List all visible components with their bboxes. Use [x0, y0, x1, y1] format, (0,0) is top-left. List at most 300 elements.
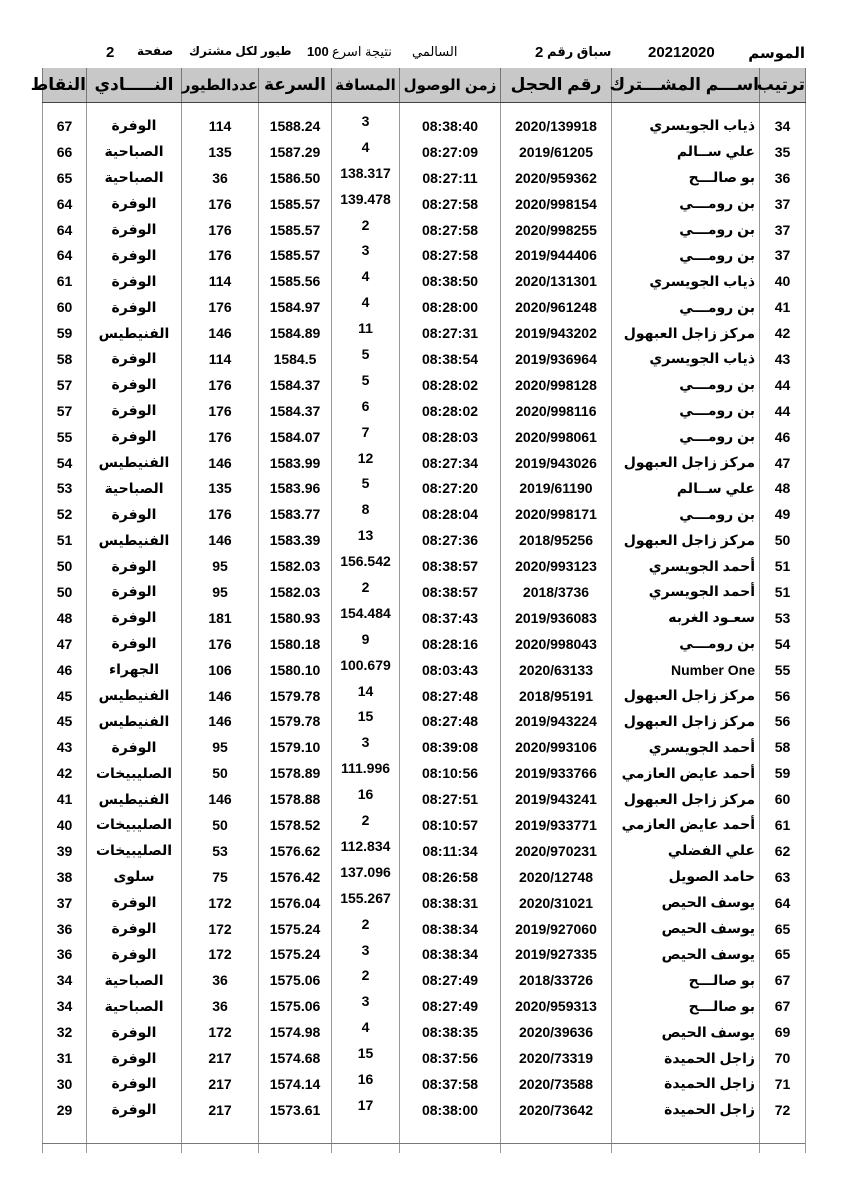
cell-birds: 172 [182, 942, 259, 968]
results-table [30, 68, 806, 1153]
cell-name: يوسف الحيص [612, 890, 760, 916]
table-row [43, 268, 806, 294]
empty-cell [400, 1123, 501, 1153]
cell-distance: 3 [332, 242, 400, 268]
cell-ring: 2020/73642 [501, 1097, 612, 1123]
cell-name: أحمد الجويسري [612, 553, 760, 579]
cell-name: بن رومـــي [612, 294, 760, 320]
cell-distance: 5 [332, 372, 400, 398]
cell-club: سلوى [87, 864, 182, 890]
cell-time: 08:28:00 [400, 294, 501, 320]
cell-points: 64 [43, 242, 87, 268]
cell-distance: 155.267 [332, 890, 400, 916]
cell-rank: 43 [760, 346, 806, 372]
table-row [43, 760, 806, 786]
cell-time: 08:10:57 [400, 812, 501, 838]
cell-points: 36 [43, 916, 87, 942]
cell-name: ذياب الجويسري [612, 346, 760, 372]
cell-points: 41 [43, 786, 87, 812]
cell-birds: 176 [182, 217, 259, 243]
cell-birds: 172 [182, 916, 259, 942]
cell-speed: 1579.78 [259, 683, 332, 709]
cell-speed: 1580.18 [259, 631, 332, 657]
cell-rank: 59 [760, 760, 806, 786]
page-number: 2 [106, 44, 115, 61]
cell-birds: 95 [182, 734, 259, 760]
table-row [43, 450, 806, 476]
table-row [43, 320, 806, 346]
cell-ring: 2019/943026 [501, 450, 612, 476]
cell-birds: 176 [182, 242, 259, 268]
cell-name: مركز زاجل العبهول [612, 450, 760, 476]
cell-points: 61 [43, 268, 87, 294]
race-location: السالمي [412, 44, 458, 59]
cell-name: بن رومـــي [612, 217, 760, 243]
cell-club: الوفرة [87, 424, 182, 450]
cell-club: الوفرة [87, 346, 182, 372]
cell-ring: 2020/993123 [501, 553, 612, 579]
cell-birds: 172 [182, 890, 259, 916]
cell-speed: 1588.24 [259, 103, 332, 139]
table-row [43, 165, 806, 191]
cell-time: 08:38:57 [400, 579, 501, 605]
table-row [43, 657, 806, 683]
cell-time: 08:39:08 [400, 734, 501, 760]
cell-time: 08:11:34 [400, 838, 501, 864]
cell-points: 39 [43, 838, 87, 864]
cell-birds: 135 [182, 475, 259, 501]
cell-points: 57 [43, 398, 87, 424]
cell-ring: 2019/943202 [501, 320, 612, 346]
table-row [43, 812, 806, 838]
cell-name: يوسف الحيص [612, 1019, 760, 1045]
cell-speed: 1584.89 [259, 320, 332, 346]
page-label: صفحة [137, 44, 174, 58]
cell-distance: 112.834 [332, 838, 400, 864]
cell-speed: 1576.04 [259, 890, 332, 916]
cell-rank: 64 [760, 890, 806, 916]
race-number: 2 [535, 44, 544, 61]
cell-ring: 2019/61205 [501, 139, 612, 165]
cell-distance: 4 [332, 268, 400, 294]
cell-birds: 146 [182, 786, 259, 812]
cell-distance: 3 [332, 942, 400, 968]
cell-birds: 146 [182, 527, 259, 553]
cell-name: زاجل الحميدة [612, 1045, 760, 1071]
cell-time: 08:38:00 [400, 1097, 501, 1123]
cell-birds: 217 [182, 1045, 259, 1071]
cell-time: 08:38:34 [400, 916, 501, 942]
cell-time: 08:27:36 [400, 527, 501, 553]
cell-speed: 1580.93 [259, 605, 332, 631]
cell-rank: 49 [760, 501, 806, 527]
cell-time: 08:28:02 [400, 398, 501, 424]
cell-name: بن رومـــي [612, 191, 760, 217]
table-row [43, 103, 806, 139]
cell-birds: 181 [182, 605, 259, 631]
cell-club: الوفرة [87, 1071, 182, 1097]
cell-rank: 70 [760, 1045, 806, 1071]
cell-distance: 14 [332, 683, 400, 709]
cell-points: 50 [43, 553, 87, 579]
cell-club: الصباحية [87, 993, 182, 1019]
col-distance-header: المسافة [332, 68, 400, 103]
cell-rank: 37 [760, 191, 806, 217]
cell-points: 46 [43, 657, 87, 683]
cell-name: أحمد الجويسري [612, 579, 760, 605]
cell-ring: 2020/961248 [501, 294, 612, 320]
cell-distance: 5 [332, 475, 400, 501]
bird-count: 100 [307, 44, 329, 59]
table-row [43, 942, 806, 968]
col-points-header: النقاط [43, 68, 87, 103]
cell-distance: 100.679 [332, 657, 400, 683]
cell-name: بو صالـــح [612, 993, 760, 1019]
table-bottom-border [42, 1143, 805, 1144]
cell-distance: 4 [332, 1019, 400, 1045]
cell-points: 64 [43, 191, 87, 217]
cell-distance: 111.996 [332, 760, 400, 786]
table-row [43, 605, 806, 631]
cell-birds: 36 [182, 165, 259, 191]
cell-club: الوفرة [87, 605, 182, 631]
cell-club: الصباحية [87, 475, 182, 501]
cell-speed: 1576.62 [259, 838, 332, 864]
cell-time: 08:28:03 [400, 424, 501, 450]
table-row [43, 683, 806, 709]
empty-cell [332, 1123, 400, 1153]
cell-name: زاجل الحميدة [612, 1097, 760, 1123]
table-row [43, 424, 806, 450]
cell-points: 34 [43, 993, 87, 1019]
birds-per-participant-label: طيور لكل مشترك [189, 44, 292, 58]
cell-ring: 2020/31021 [501, 890, 612, 916]
cell-time: 08:27:48 [400, 683, 501, 709]
cell-distance: 13 [332, 527, 400, 553]
cell-club: الصليبيخات [87, 838, 182, 864]
season-label: الموسم [748, 45, 805, 62]
cell-name: زاجل الحميدة [612, 1071, 760, 1097]
cell-birds: 176 [182, 372, 259, 398]
cell-points: 32 [43, 1019, 87, 1045]
cell-name: أحمد الجويسري [612, 734, 760, 760]
cell-rank: 35 [760, 139, 806, 165]
cell-speed: 1584.37 [259, 372, 332, 398]
cell-birds: 176 [182, 398, 259, 424]
cell-points: 65 [43, 165, 87, 191]
cell-club: الوفرة [87, 103, 182, 139]
cell-ring: 2018/95191 [501, 683, 612, 709]
cell-points: 36 [43, 942, 87, 968]
cell-club: الفنيطيس [87, 527, 182, 553]
cell-name: حامد الصويل [612, 864, 760, 890]
cell-club: الوفرة [87, 942, 182, 968]
cell-birds: 114 [182, 103, 259, 139]
cell-distance: 2 [332, 812, 400, 838]
cell-points: 48 [43, 605, 87, 631]
cell-ring: 2018/3736 [501, 579, 612, 605]
cell-birds: 135 [182, 139, 259, 165]
col-ring-header: رقم الحجل [501, 68, 612, 103]
empty-cell [43, 1123, 87, 1153]
cell-ring: 2020/12748 [501, 864, 612, 890]
cell-time: 08:27:20 [400, 475, 501, 501]
cell-birds: 36 [182, 967, 259, 993]
cell-club: الفنيطيس [87, 320, 182, 346]
cell-ring: 2020/959313 [501, 993, 612, 1019]
table-row [43, 993, 806, 1019]
cell-club: الوفرة [87, 553, 182, 579]
cell-club: الوفرة [87, 501, 182, 527]
cell-speed: 1584.07 [259, 424, 332, 450]
cell-rank: 67 [760, 993, 806, 1019]
cell-rank: 67 [760, 967, 806, 993]
cell-points: 57 [43, 372, 87, 398]
cell-club: الوفرة [87, 631, 182, 657]
cell-time: 08:37:56 [400, 1045, 501, 1071]
cell-speed: 1585.56 [259, 268, 332, 294]
cell-points: 45 [43, 683, 87, 709]
cell-points: 37 [43, 890, 87, 916]
col-time-header: زمن الوصول [400, 68, 501, 103]
cell-ring: 2018/95256 [501, 527, 612, 553]
cell-distance: 138.317 [332, 165, 400, 191]
table-row [43, 1071, 806, 1097]
cell-distance: 16 [332, 786, 400, 812]
cell-rank: 71 [760, 1071, 806, 1097]
cell-speed: 1585.57 [259, 242, 332, 268]
cell-club: الوفرة [87, 916, 182, 942]
cell-distance: 12 [332, 450, 400, 476]
table-row [43, 838, 806, 864]
cell-ring: 2020/959362 [501, 165, 612, 191]
cell-rank: 37 [760, 217, 806, 243]
cell-club: الوفرة [87, 734, 182, 760]
cell-points: 34 [43, 967, 87, 993]
results-body [43, 103, 806, 1153]
cell-speed: 1580.10 [259, 657, 332, 683]
table-row [43, 346, 806, 372]
cell-points: 58 [43, 346, 87, 372]
cell-ring: 2019/944406 [501, 242, 612, 268]
cell-birds: 53 [182, 838, 259, 864]
cell-distance: 15 [332, 1045, 400, 1071]
cell-distance: 2 [332, 579, 400, 605]
cell-name: بن رومـــي [612, 424, 760, 450]
cell-time: 08:27:48 [400, 708, 501, 734]
cell-points: 59 [43, 320, 87, 346]
cell-rank: 51 [760, 579, 806, 605]
cell-name: بو صالـــح [612, 165, 760, 191]
cell-ring: 2020/63133 [501, 657, 612, 683]
cell-name: بن رومـــي [612, 501, 760, 527]
cell-name: سعـود الغربه [612, 605, 760, 631]
cell-rank: 72 [760, 1097, 806, 1123]
cell-club: الوفرة [87, 579, 182, 605]
table-row [43, 864, 806, 890]
cell-name: ذياب الجويسري [612, 103, 760, 139]
col-speed-header: السرعة [259, 68, 332, 103]
cell-time: 08:28:16 [400, 631, 501, 657]
cell-time: 08:27:31 [400, 320, 501, 346]
table-row [43, 1045, 806, 1071]
cell-birds: 106 [182, 657, 259, 683]
cell-birds: 217 [182, 1097, 259, 1123]
col-birds-header: عددالطيور [182, 68, 259, 103]
cell-distance: 16 [332, 1071, 400, 1097]
cell-distance: 4 [332, 294, 400, 320]
cell-distance: 8 [332, 501, 400, 527]
cell-rank: 55 [760, 657, 806, 683]
cell-time: 08:38:57 [400, 553, 501, 579]
table-row [43, 475, 806, 501]
cell-ring: 2020/998116 [501, 398, 612, 424]
cell-points: 30 [43, 1071, 87, 1097]
cell-ring: 2019/943241 [501, 786, 612, 812]
cell-rank: 46 [760, 424, 806, 450]
cell-rank: 62 [760, 838, 806, 864]
cell-distance: 3 [332, 734, 400, 760]
cell-points: 55 [43, 424, 87, 450]
table-row [43, 786, 806, 812]
cell-name: بن رومـــي [612, 631, 760, 657]
cell-speed: 1579.78 [259, 708, 332, 734]
table-row [43, 734, 806, 760]
empty-cell [87, 1123, 182, 1153]
cell-ring: 2020/998171 [501, 501, 612, 527]
race-label: سباق رقم [547, 44, 612, 59]
empty-cell [182, 1123, 259, 1153]
cell-rank: 65 [760, 916, 806, 942]
cell-speed: 1582.03 [259, 553, 332, 579]
table-row [43, 501, 806, 527]
cell-distance: 2 [332, 916, 400, 942]
cell-time: 08:28:02 [400, 372, 501, 398]
cell-ring: 2019/933766 [501, 760, 612, 786]
cell-distance: 137.096 [332, 864, 400, 890]
cell-ring: 2019/61190 [501, 475, 612, 501]
cell-speed: 1584.37 [259, 398, 332, 424]
cell-rank: 47 [760, 450, 806, 476]
cell-speed: 1583.77 [259, 501, 332, 527]
cell-club: الوفرة [87, 242, 182, 268]
cell-time: 08:27:09 [400, 139, 501, 165]
cell-club: الوفرة [87, 217, 182, 243]
cell-speed: 1583.96 [259, 475, 332, 501]
cell-distance: 6 [332, 398, 400, 424]
cell-points: 52 [43, 501, 87, 527]
cell-time: 08:38:50 [400, 268, 501, 294]
table-row [43, 294, 806, 320]
cell-rank: 44 [760, 398, 806, 424]
cell-ring: 2019/936964 [501, 346, 612, 372]
cell-distance: 11 [332, 320, 400, 346]
table-row [43, 242, 806, 268]
cell-rank: 37 [760, 242, 806, 268]
col-club-header: النـــــادي [87, 68, 182, 103]
cell-rank: 53 [760, 605, 806, 631]
empty-cell [760, 1123, 806, 1153]
cell-speed: 1576.42 [259, 864, 332, 890]
cell-name: علي ســالم [612, 139, 760, 165]
cell-rank: 50 [760, 527, 806, 553]
cell-birds: 146 [182, 320, 259, 346]
season-year: 20212020 [648, 44, 715, 61]
table-row [43, 398, 806, 424]
cell-time: 08:27:58 [400, 242, 501, 268]
cell-distance: 154.484 [332, 605, 400, 631]
cell-birds: 176 [182, 501, 259, 527]
cell-distance: 5 [332, 346, 400, 372]
cell-time: 08:38:54 [400, 346, 501, 372]
cell-ring: 2020/993106 [501, 734, 612, 760]
cell-name: بن رومـــي [612, 242, 760, 268]
cell-club: الصليبيخات [87, 812, 182, 838]
cell-distance: 2 [332, 217, 400, 243]
cell-club: الوفرة [87, 294, 182, 320]
cell-ring: 2020/998154 [501, 191, 612, 217]
cell-points: 64 [43, 217, 87, 243]
cell-time: 08:27:49 [400, 967, 501, 993]
cell-club: الفنيطيس [87, 683, 182, 709]
cell-name: بو صالـــح [612, 967, 760, 993]
cell-speed: 1574.68 [259, 1045, 332, 1071]
cell-rank: 69 [760, 1019, 806, 1045]
cell-speed: 1583.99 [259, 450, 332, 476]
empty-cell [501, 1123, 612, 1153]
cell-rank: 34 [760, 103, 806, 139]
col-name-header: اســـم المشـــترك [612, 68, 760, 103]
cell-ring: 2019/936083 [501, 605, 612, 631]
cell-ring: 2020/73319 [501, 1045, 612, 1071]
cell-points: 38 [43, 864, 87, 890]
cell-speed: 1575.24 [259, 916, 332, 942]
cell-rank: 36 [760, 165, 806, 191]
cell-distance: 156.542 [332, 553, 400, 579]
cell-points: 54 [43, 450, 87, 476]
cell-club: الفنيطيس [87, 450, 182, 476]
cell-club: الجهراء [87, 657, 182, 683]
cell-birds: 114 [182, 346, 259, 372]
cell-name: علي ســالم [612, 475, 760, 501]
cell-time: 08:27:58 [400, 191, 501, 217]
cell-ring: 2020/73588 [501, 1071, 612, 1097]
cell-club: الصليبيخات [87, 760, 182, 786]
cell-rank: 41 [760, 294, 806, 320]
cell-time: 08:26:58 [400, 864, 501, 890]
cell-club: الوفرة [87, 890, 182, 916]
cell-club: الوفرة [87, 1019, 182, 1045]
cell-rank: 51 [760, 553, 806, 579]
table-row [43, 579, 806, 605]
cell-time: 08:37:43 [400, 605, 501, 631]
report-header [42, 44, 805, 66]
cell-name: Number One [612, 657, 760, 683]
cell-points: 40 [43, 812, 87, 838]
cell-ring: 2020/39636 [501, 1019, 612, 1045]
cell-name: مركز زاجل العبهول [612, 708, 760, 734]
cell-speed: 1575.06 [259, 993, 332, 1019]
table-row [43, 708, 806, 734]
cell-speed: 1584.97 [259, 294, 332, 320]
cell-points: 67 [43, 103, 87, 139]
cell-time: 08:38:34 [400, 942, 501, 968]
cell-distance: 3 [332, 103, 400, 139]
cell-time: 08:28:04 [400, 501, 501, 527]
cell-club: الوفرة [87, 268, 182, 294]
cell-speed: 1587.29 [259, 139, 332, 165]
cell-speed: 1575.24 [259, 942, 332, 968]
